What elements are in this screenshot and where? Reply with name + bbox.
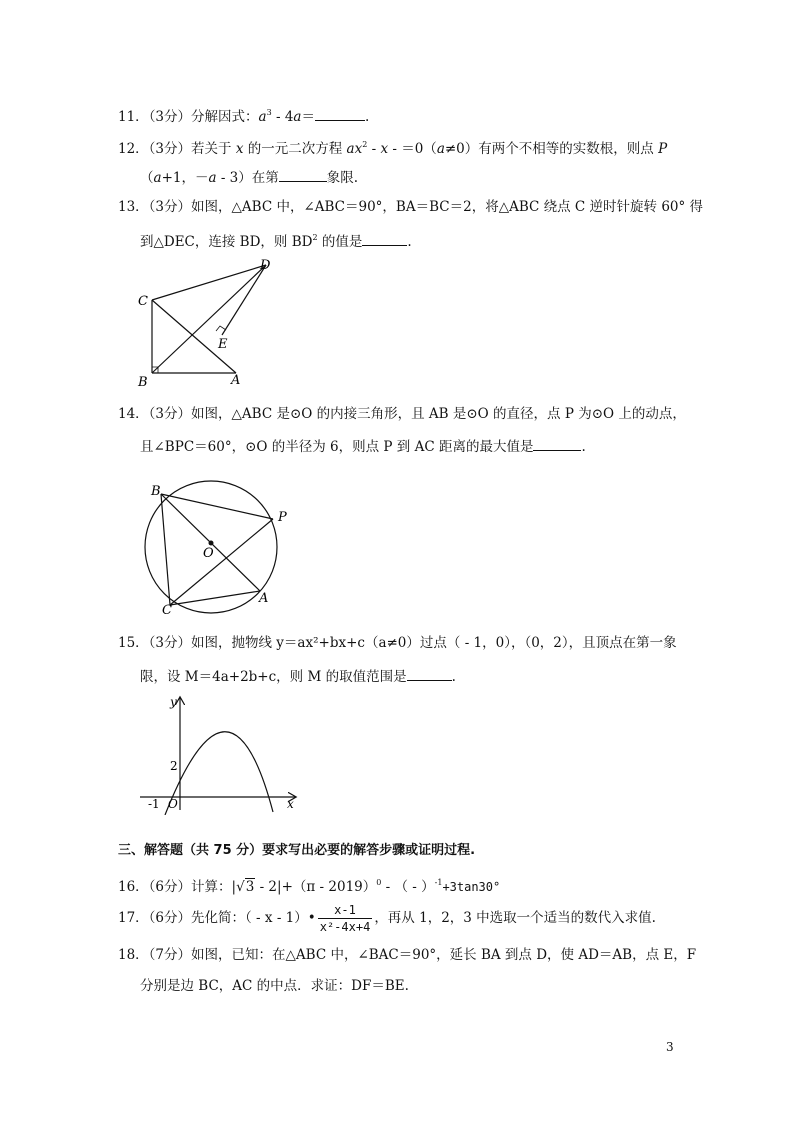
figure-15 [140, 690, 305, 815]
label-E: E [218, 337, 228, 352]
question-12-line2: （a+1，－a - 3）在第 象限. [140, 167, 358, 187]
answer-blank [362, 231, 407, 246]
answer-blank [407, 666, 452, 681]
question-12-line1: 12．（3分）若关于 x 的一元二次方程 $ax^2 - x - =0(a\ne 0)$有两个不相等的实数根，则点 P [118, 140, 668, 157]
center-point [209, 541, 214, 546]
label-O: O [203, 546, 214, 561]
question-13-line2: 到△DEC，连接 BD，则 $BD^2$ 的值是 . [140, 233, 412, 250]
question-18-line1: 18．（7分）如图，已知：在△ABC 中，∠BAC＝90°，延长 BA 到点 D，使 AD＝AB，点 E，F [118, 947, 697, 963]
label-C: C [138, 294, 148, 309]
segment-CD [152, 265, 266, 300]
question-14-line1: 14．（3分）如图，△ABC 是⊙O 的内接三角形，且 AB 是⊙O 的直径，点 P 为⊙O 上的动点， [118, 406, 686, 422]
figure-14 [135, 475, 295, 620]
segment-BD [152, 265, 266, 373]
label-D: D [260, 258, 271, 273]
answer-blank [315, 106, 365, 121]
question-15-line2: 限，设 M＝4a+2b+c，则 M 的取值范围是 . [140, 666, 456, 686]
question-16: 16．（6分）计算：|√3 - 2|+（π - 2019）$^0$ - （ - ）$^{-1}$+3tan30° [118, 878, 501, 895]
label-B: B [138, 375, 148, 390]
section-3-heading: 三、解答题（共 75 分）要求写出必要的解答步骤或证明过程. [118, 843, 476, 858]
label-2: 2 [170, 759, 178, 773]
question-13-line1: 13．（3分）如图，△ABC 中，∠ABC＝90°，BA＝BC＝2，将△ABC 绕点 C 逆时针旋转 60° 得 [118, 199, 704, 215]
question-18-line2: 分别是边 BC，AC 的中点．求证：DF＝BE. [140, 978, 409, 994]
answer-blank [533, 436, 581, 451]
answer-blank [279, 167, 327, 182]
label-P: P [278, 510, 287, 525]
parabola [165, 732, 273, 815]
label-A: A [259, 591, 269, 606]
question-17: 17．（6分）先化简：（ - x - 1）• $\frac{x-1}{\text{x²-4x+4}}$ ，再从 1，2，3 中选取一个适当的数代入求值. [118, 903, 656, 934]
label-x: x [287, 797, 294, 811]
question-14-line2: 且∠BPC＝60°，⊙O 的半径为 6，则点 P 到 AC 距离的最大值是 . [140, 436, 586, 456]
label-neg1: -1 [148, 797, 160, 811]
question-11: 11．（3分）分解因式：$a^3 - 4a=$ . [118, 108, 370, 125]
label-y: y [170, 695, 177, 709]
question-15-line1: 15．（3分）如图，抛物线 y＝ax²+bx+c（a≠0）过点（ - 1，0），（0，2），且顶点在第一象 [118, 635, 677, 651]
segment-BP [161, 494, 273, 519]
label-C: C [162, 603, 172, 618]
label-B: B [151, 484, 161, 499]
figure-13 [130, 255, 280, 390]
label-O: O [168, 797, 178, 811]
segment-BC [161, 494, 170, 605]
segment-CP [170, 519, 273, 605]
fraction: $\frac{x-1}{\text{x²-4x+4}}$ [319, 903, 371, 934]
page-number: 3 [666, 1040, 674, 1054]
label-A: A [231, 373, 241, 388]
